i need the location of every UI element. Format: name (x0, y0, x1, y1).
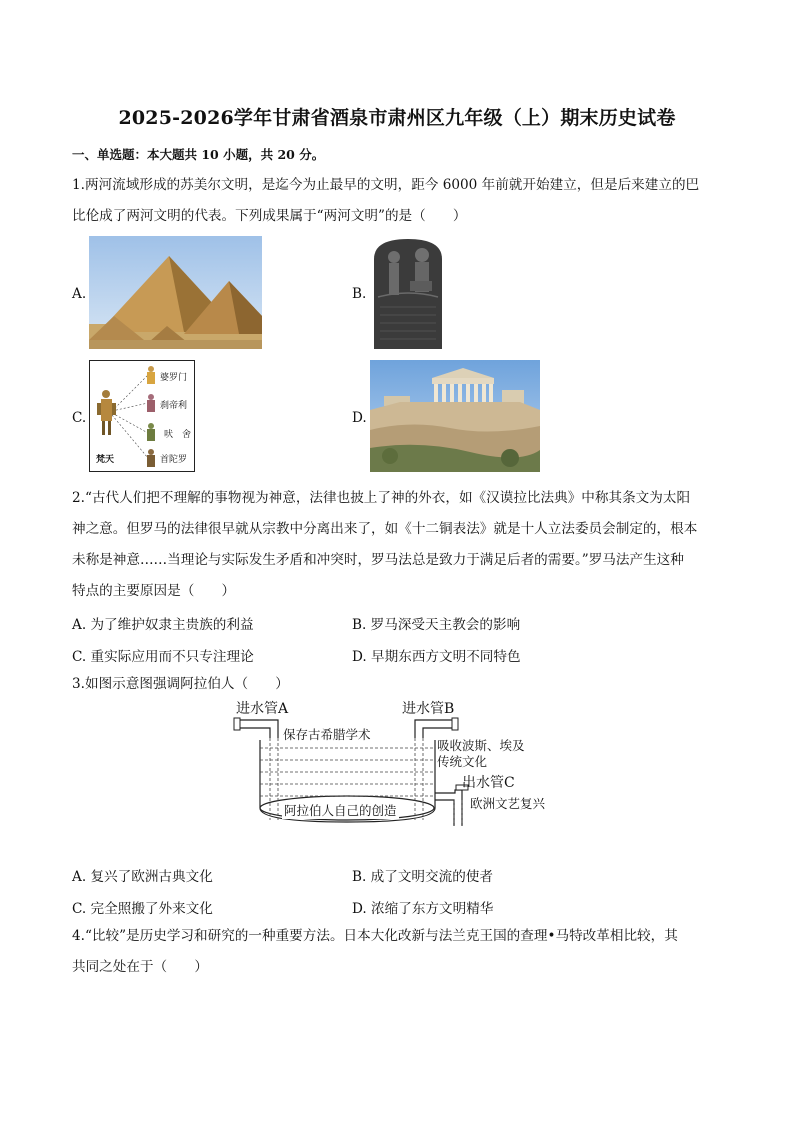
inlet-pipe-a-label: 进水管A (236, 701, 289, 717)
caste-label-vaishya: 吠 舍 (164, 430, 192, 440)
q2-option-a[interactable]: A. 为了维护奴隶主贵族的利益 (72, 617, 254, 633)
pyramids-image (89, 236, 262, 349)
european-renaissance-label: 欧洲文艺复兴 (470, 796, 546, 811)
preserve-greek-learning-label: 保存古希腊学术 (283, 727, 371, 742)
inlet-pipe-b-label: 进水管B (402, 701, 455, 717)
caste-label-brahma: 梵天 (96, 455, 115, 465)
arab-own-creation-label: 阿拉伯人自己的创造 (284, 803, 397, 818)
traditional-culture-label: 传统文化 (437, 754, 488, 769)
q4-line-1: 4.“比较”是历史学习和研究的一种重要方法。日本大化改新与法兰克王国的查理•马特改革相比较，其 (72, 928, 678, 944)
q2-line-1: 2.“古代人们把不理解的事物视为神意，法律也披上了神的外衣，如《汉谟拉比法典》中称其条文为太阳 (72, 490, 691, 506)
q2-line-2: 神之意。但罗马的法律很早就从宗教中分离出来了，如《十二铜表法》就是十人立法委员会制定的，根本 (72, 521, 698, 537)
hammurabi-stele-image (370, 237, 446, 349)
caste-label-brahmin: 婆罗门 (160, 373, 188, 383)
q1-option-b-label[interactable]: B. (352, 286, 367, 302)
q2-line-3: 未称是神意……当理论与实际发生矛盾和冲突时，罗马法总是致力于满足后者的需要。”罗马法产生这种 (72, 552, 684, 568)
outlet-pipe-c-label: 出水管C (462, 775, 515, 791)
q4-line-2: 共同之处在于（ ） (72, 959, 208, 975)
q2-option-d[interactable]: D. 早期东西方文明不同特色 (352, 649, 521, 665)
q3-option-d[interactable]: D. 浓缩了东方文明精华 (352, 901, 494, 917)
q2-line-4: 特点的主要原因是（ ） (72, 583, 236, 599)
q1-option-c-label[interactable]: C. (72, 410, 87, 426)
q3-option-c[interactable]: C. 完全照搬了外来文化 (72, 901, 213, 917)
q3-line-1: 3.如图示意图强调阿拉伯人（ ） (72, 676, 289, 692)
section-heading: 一、单选题：本大题共 10 小题，共 20 分。 (72, 147, 325, 162)
caste-diagram (89, 360, 195, 472)
absorb-persian-egyptian-label: 吸收波斯、埃及 (437, 738, 525, 753)
q1-option-a-label[interactable]: A. (72, 286, 87, 302)
caste-label-shudra: 首陀罗 (160, 455, 188, 465)
q1-line-1: 1.两河流域形成的苏美尔文明，是迄今为止最早的文明，距今 6000 年前就开始建立，但是后来建立的巴 (72, 177, 700, 193)
q1-line-2: 比伦成了两河文明的代表。下列成果属于“两河文明”的是（ ） (72, 208, 467, 224)
acropolis-image (370, 360, 540, 472)
caste-label-kshatriya: 刹帝利 (160, 401, 188, 411)
q2-option-c[interactable]: C. 重实际应用而不只专注理论 (72, 649, 254, 665)
water-tank-diagram (230, 698, 565, 833)
q3-option-a[interactable]: A. 复兴了欧洲古典文化 (72, 869, 213, 885)
page-title: 2025-2026学年甘肃省酒泉市肃州区九年级（上）期末历史试卷 (118, 107, 676, 129)
q3-option-b[interactable]: B. 成了文明交流的使者 (352, 869, 493, 885)
q2-option-b[interactable]: B. 罗马深受天主教会的影响 (352, 617, 521, 633)
q1-option-d-label[interactable]: D. (352, 410, 367, 426)
